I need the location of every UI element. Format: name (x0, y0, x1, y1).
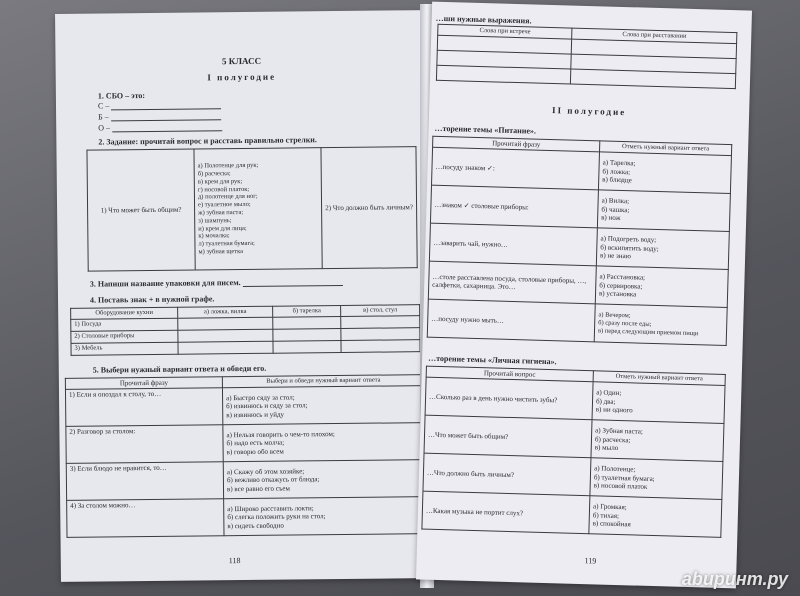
q5-header: Выбери и обведи нужный вариант ответа (222, 375, 424, 389)
s1-answers (594, 304, 727, 346)
q2-item[interactable]: з) шампунь; (198, 216, 232, 225)
q5-option[interactable]: а) Широко расставить локти; (227, 504, 314, 513)
q2-right-cell[interactable]: 2) Что должно быть личным? (321, 147, 417, 269)
q5-option[interactable]: в) сидеть свободно (227, 521, 284, 530)
greetings-header: Слова при расставании (572, 28, 737, 43)
s2-option[interactable]: б) расческа; (594, 435, 631, 445)
q2-item[interactable]: в) крем для рук; (197, 177, 243, 186)
s1-header: Отметь нужный вариант ответа (599, 141, 731, 156)
q4-cell[interactable] (341, 339, 420, 352)
s2-question: …Что может быть общим? (424, 416, 592, 459)
site-watermark: abuринт.ру (681, 569, 788, 589)
s1-option[interactable]: в) установка (598, 289, 637, 299)
page-number: 118 (228, 556, 241, 566)
q1-line-c[interactable]: С – (98, 100, 221, 110)
q5-question: 2) Разговор за столом: (66, 425, 223, 464)
s2-header: Отметь нужный вариант ответа (593, 371, 725, 386)
page-number: 119 (584, 556, 597, 566)
s2-option[interactable]: б) два; (595, 397, 616, 406)
q4-cell[interactable] (273, 316, 341, 329)
q5-option[interactable]: б) надо есть молча; (226, 438, 285, 448)
s1-option[interactable]: б) вскипятить воду; (600, 243, 659, 253)
q5-option[interactable]: а) Быстро сяду за стол; (226, 393, 295, 402)
q5-question: 3) Если блюдо не нравится, то… (66, 462, 223, 501)
s2-option[interactable]: б) туалетная бумага; (593, 473, 655, 483)
s2-option[interactable]: а) Зубная паста; (595, 426, 643, 436)
q4-row-label: 3) Мебель (71, 342, 178, 355)
q2-items (194, 148, 322, 270)
s2-option[interactable]: в) носовой платок (593, 481, 648, 491)
s1-option[interactable]: в) блюдце (602, 175, 632, 185)
s1-option[interactable]: б) сервировка; (599, 281, 643, 291)
q5-option[interactable]: а) Скажу об этом хозяйке; (226, 467, 305, 476)
q5-option[interactable]: в) говорю обо всем (226, 447, 284, 456)
s2-question: …Что должно быть личным? (423, 453, 591, 496)
q2-item[interactable]: д) полотенце для ног; (197, 193, 258, 201)
s1-option[interactable]: б) чашка; (601, 205, 630, 214)
s1-question: …посуду нужно мыть… (427, 300, 595, 343)
q2-item[interactable]: ж) зубная паста; (198, 209, 244, 217)
q4-row-label: 2) Столовые приборы (71, 330, 178, 343)
q4-title: 4. Поставь знак + в нужной графе. (89, 294, 215, 305)
q4-cell[interactable] (341, 315, 420, 328)
q4-table (70, 304, 420, 355)
s2-question: …Какая музыка не портит слух? (422, 491, 590, 534)
right-page (416, 2, 752, 589)
q4-cell[interactable] (341, 327, 420, 340)
q5-option[interactable]: б) вежливо откажусь от блюда; (226, 475, 320, 485)
s1-option[interactable]: а) Тарелка; (602, 158, 636, 168)
s1-option[interactable]: б) ложка; (602, 167, 631, 176)
top-title: …ши нужные выражения. (435, 13, 532, 26)
q5-option[interactable]: а) Нельзя говорить о чем-то плохом; (226, 429, 335, 439)
left-page (55, 10, 433, 582)
q4-cell[interactable] (178, 317, 273, 330)
s1-option[interactable]: в) перед следующим приемом пищи (597, 327, 699, 337)
q5-table (65, 374, 427, 538)
q2-item[interactable]: м) зубная щетка (198, 247, 244, 256)
s2-question: …Сколько раз в день нужно чистить зубы? (425, 378, 593, 421)
q5-option[interactable]: б) извинюсь и сяду за стол; (226, 401, 308, 411)
q5-header: Прочитай фразу (65, 377, 222, 390)
s1-option[interactable]: а) Расстановка; (599, 272, 646, 282)
s1-option[interactable]: а) Подогреть воду; (600, 234, 657, 245)
q2-item[interactable]: е) туалетное мыло; (198, 201, 251, 209)
s1-answers (596, 228, 729, 270)
s1-title: …торение темы «Питание». (434, 123, 537, 136)
q2-item[interactable]: л) туалетная бумага; (198, 240, 255, 248)
s1-question: …посуду знаком ✓: (431, 148, 599, 191)
q4-cell[interactable] (273, 328, 341, 341)
q2-left-cell[interactable]: 1) Что может быть общим? (87, 149, 195, 271)
s1-answers (595, 266, 728, 308)
s1-question: …столе расставлена посуда, столовые приборы, …, салфетки, сахарница. Это… (428, 262, 596, 305)
grade-heading: 5 КЛАСС (221, 55, 262, 67)
q2-item[interactable]: б) расческа; (197, 170, 231, 178)
q2-title: 2. Задание: прочитай вопрос и расставь правильно стрелки. (98, 135, 317, 147)
s2-answers (589, 496, 722, 538)
q5-answers (222, 386, 424, 425)
q3-title: 3. Напиши название упаковки для писем. (90, 277, 343, 289)
half-heading: II полугодие (551, 105, 627, 118)
q5-title: 5. Выбери нужный вариант ответа и обведи его. (92, 363, 267, 375)
greetings-cell[interactable] (571, 69, 736, 89)
s1-option[interactable]: а) Вечером; (598, 311, 631, 320)
s1-table (427, 136, 733, 347)
q4-cell[interactable] (273, 340, 341, 353)
q4-cell[interactable] (178, 341, 273, 354)
s2-answers (591, 420, 724, 462)
s2-option[interactable]: в) ни одного (595, 405, 633, 415)
s1-option[interactable]: а) Вилка; (601, 196, 630, 206)
q4-header: а) ложка, вилка (178, 306, 273, 318)
s1-option[interactable]: в) нож (601, 213, 621, 223)
s2-option[interactable]: а) Громкая; (592, 502, 627, 512)
q5-option[interactable]: в) извинюсь и уйду (226, 410, 285, 419)
s1-answers (598, 152, 731, 194)
q5-option[interactable]: в) все равно его съем (226, 484, 290, 493)
s2-option[interactable]: б) тихая; (592, 511, 620, 520)
s1-answers (597, 190, 730, 232)
s1-question: …заварить чай, нужно… (429, 224, 597, 267)
greetings-table (436, 24, 737, 89)
q5-question: 1) Если я опоздал к столу, то… (65, 388, 222, 427)
q2-item[interactable]: и) крем для лица; (198, 224, 247, 233)
q5-question: 4) За столом можно… (67, 499, 224, 538)
q2-item[interactable]: к) мочалка; (198, 232, 230, 240)
q4-header: Оборудование кухни (71, 307, 178, 319)
q2-item[interactable]: г) носовой платок; (197, 185, 250, 194)
q2-table (86, 146, 417, 271)
q2-item[interactable]: а) Полотенце для рук; (197, 162, 259, 170)
s2-option[interactable]: а) Полотенце; (594, 464, 636, 474)
s2-table (421, 366, 725, 539)
greetings-cell[interactable] (436, 65, 571, 84)
q4-header: б) тарелка (273, 305, 341, 317)
s2-option[interactable]: в) спокойная (592, 519, 631, 529)
s1-question: …знаком ✓ столовые приборы: (430, 186, 598, 229)
s2-answers (590, 458, 723, 500)
q5-answers (224, 497, 426, 536)
q5-option[interactable]: б) слегка положить руки на стол; (227, 512, 326, 522)
s2-title: …торение темы «Личная гигиена». (428, 353, 557, 367)
s2-option[interactable]: а) Один; (596, 388, 622, 398)
q1-line-b[interactable]: Б – (98, 111, 221, 121)
q4-row-label: 1) Посуда (71, 318, 178, 331)
q1-line-o[interactable]: О – (98, 122, 222, 132)
s2-header: Прочитай вопрос (426, 366, 593, 382)
s2-option[interactable]: в) мыло (594, 443, 619, 453)
q4-cell[interactable] (178, 329, 273, 342)
q1-title: 1. СБО – это: (97, 91, 146, 101)
q5-answers (223, 460, 425, 499)
greetings-header: Слова при встрече (438, 24, 573, 39)
q5-answers (223, 423, 425, 462)
s1-header: Прочитай фразу (433, 136, 600, 152)
q4-header: в) стол, стул (341, 305, 420, 317)
s1-option[interactable]: в) не знаю (599, 251, 632, 261)
half-heading: I полугодие (207, 71, 277, 83)
s2-answers (592, 382, 725, 424)
s1-option[interactable]: б) сразу после еды; (598, 319, 652, 328)
